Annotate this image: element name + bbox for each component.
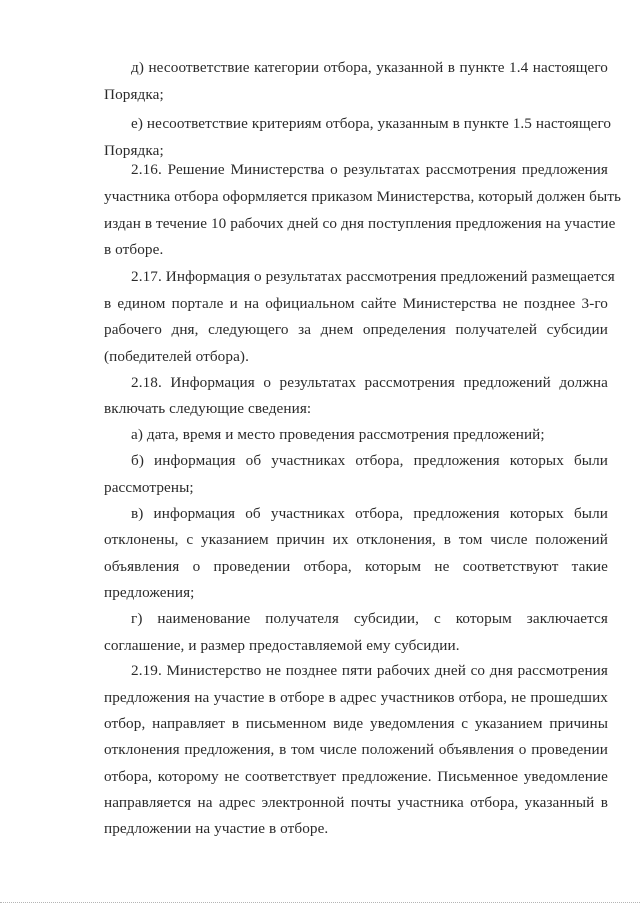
- text-line: 2.18. Информация о результатах рассмотрения предложений должна: [131, 374, 608, 391]
- text-line: а) дата, время и место проведения рассмотрения предложений;: [131, 426, 545, 443]
- text-line: издан в течение 10 рабочих дней со дня поступления предложения на участие: [104, 215, 616, 232]
- text-line: отбора, которому не соответствует предложение. Письменное уведомление: [104, 768, 608, 785]
- text-line: в отборе.: [104, 241, 164, 258]
- text-line: направляется на адрес электронной почты участника отбора, указанный в: [104, 794, 608, 811]
- text-line: участника отбора оформляется приказом Министерства, который должен быть: [104, 188, 622, 205]
- text-line: б) информация об участниках отбора, предложения которых были: [131, 452, 608, 469]
- text-line: отклонения предложения, в том числе положений объявления о проведении: [104, 741, 608, 758]
- text-line: отклонены, с указанием причин их отклонения, в том числе положений: [104, 531, 608, 548]
- page-bottom-edge: [0, 902, 640, 903]
- text-line: рассмотрены;: [104, 479, 194, 496]
- text-line: (победителей отбора).: [104, 348, 249, 365]
- text-line: Порядка;: [104, 142, 164, 159]
- text-line: 2.16. Решение Министерства о результатах рассмотрения предложения: [131, 161, 608, 178]
- text-line: д) несоответствие категории отбора, указанной в пункте 1.4 настоящего: [131, 59, 608, 76]
- text-line: предложения на участие в отборе в адрес участников отбора, не прошедших: [104, 689, 608, 706]
- text-line: предложении на участие в отборе.: [104, 820, 329, 837]
- text-line: е) несоответствие критериям отбора, указанным в пункте 1.5 настоящего: [131, 115, 612, 132]
- text-line: рабочего дня, следующего за днем определения получателей субсидии: [104, 321, 608, 338]
- text-line: в) информация об участниках отбора, предложения которых были: [131, 505, 608, 522]
- text-line: предложения;: [104, 584, 195, 601]
- text-line: 2.19. Министерство не позднее пяти рабочих дней со дня рассмотрения: [131, 662, 608, 679]
- text-line: Порядка;: [104, 86, 164, 103]
- text-line: объявления о проведении отбора, которым не соответствуют такие: [104, 558, 608, 575]
- text-line: г) наименование получателя субсидии, с которым заключается: [131, 610, 608, 627]
- text-line: соглашение, и размер предоставляемой ему субсидии.: [104, 637, 460, 654]
- text-line: включать следующие сведения:: [104, 400, 312, 417]
- text-line: отбор, направляет в письменном виде уведомления с указанием причины: [104, 715, 608, 732]
- text-line: 2.17. Информация о результатах рассмотрения предложений размещается: [131, 268, 615, 285]
- text-line: в едином портале и на официальном сайте Министерства не позднее 3-го: [104, 295, 608, 312]
